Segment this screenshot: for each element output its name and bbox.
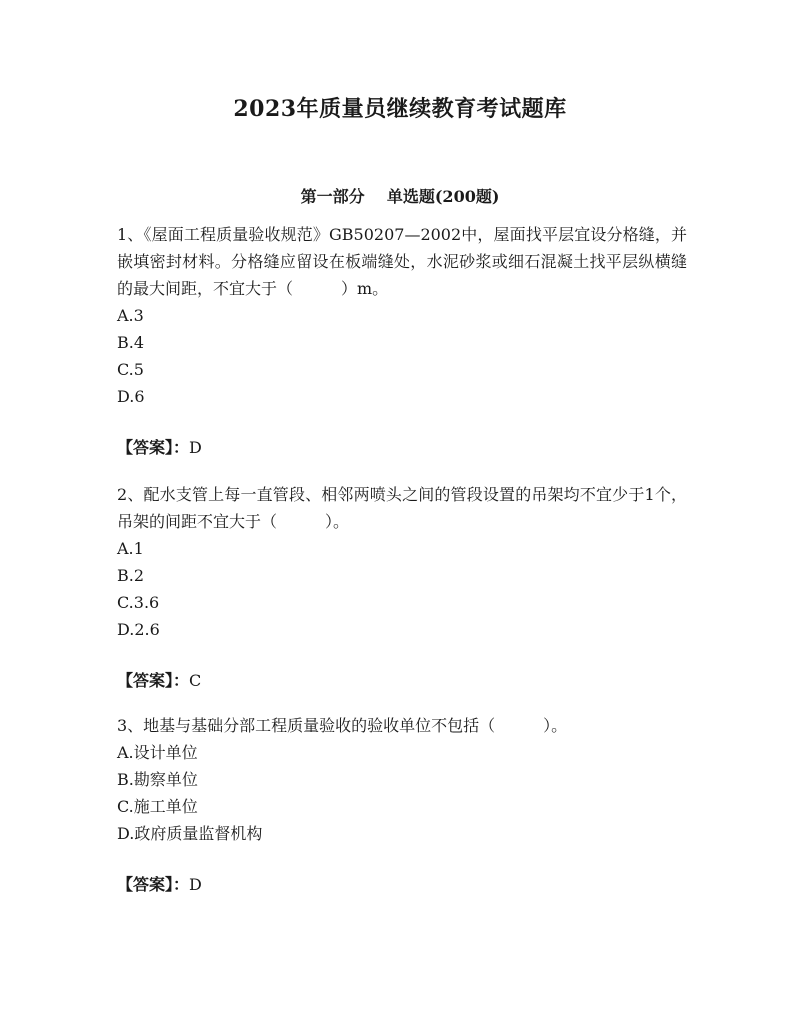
answer-value: D: [189, 438, 202, 457]
answer-line: [117, 667, 687, 694]
option-c: C.5: [117, 360, 144, 379]
answer-label: 【答案】：: [117, 438, 190, 457]
question-1: [117, 221, 687, 461]
answer-line: [117, 871, 687, 898]
question-stem: 2、配水支管上每一直管段、相邻两喷头之间的管段设置的吊架均不宜少于1个，吊架的间距不宜大于（ ）。: [117, 485, 687, 531]
answer-value: D: [189, 875, 202, 894]
answer-label: 【答案】：: [117, 875, 190, 894]
question-3: [117, 712, 687, 898]
option-d: D.6: [117, 387, 145, 406]
option-c: C.施工单位: [117, 797, 198, 816]
option-c: C.3.6: [117, 593, 160, 612]
answer-value: C: [189, 671, 202, 690]
answer-label: 【答案】：: [117, 671, 190, 690]
option-b: B.2: [117, 566, 145, 585]
option-b: B.勘察单位: [117, 770, 198, 789]
option-b: B.4: [117, 333, 145, 352]
section-title: 第一部分 单选题(200题): [300, 187, 500, 206]
question-stem: 3、地基与基础分部工程质量验收的验收单位不包括（ ）。: [117, 716, 568, 735]
option-a: A.设计单位: [117, 743, 198, 762]
question-2: [117, 481, 687, 694]
document-title: 2023年质量员继续教育考试题库: [233, 96, 567, 122]
option-a: A.3: [117, 306, 144, 325]
option-d: D.政府质量监督机构: [117, 824, 263, 843]
option-d: D.2.6: [117, 620, 160, 639]
option-a: A.1: [117, 539, 144, 558]
question-stem: 1、《屋面工程质量验收规范》GB50207—2002中，屋面找平层宜设分格缝，并嵌填密封材料。分格缝应留设在板端缝处，水泥砂浆或细石混凝土找平层纵横缝的最大间距，不宜大于（ ）m。: [117, 225, 687, 298]
answer-line: [117, 434, 687, 461]
